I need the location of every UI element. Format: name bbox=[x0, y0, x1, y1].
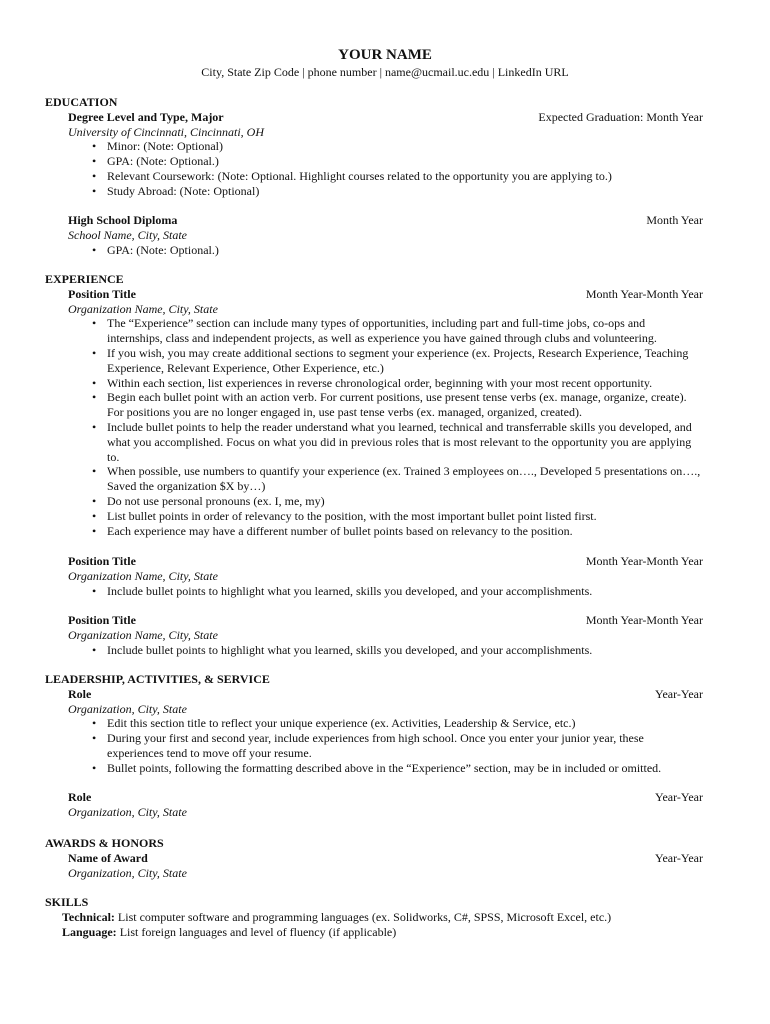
bullet-list bbox=[68, 643, 703, 658]
entry-heading: Position Title bbox=[68, 613, 136, 628]
awards-section bbox=[45, 836, 725, 880]
section-title: SKILLS bbox=[45, 895, 89, 909]
bullet-item: • Edit this section title to reflect your unique experience (ex. Activities, Leadership & Service, etc.) bbox=[107, 716, 703, 731]
entry-heading: Name of Award bbox=[68, 850, 148, 865]
bullet-item: • Include bullet points to highlight what you learned, skills you developed, and your accomplishments. bbox=[107, 584, 703, 599]
skill-text: List foreign languages and level of fluency (if applicable) bbox=[116, 924, 397, 939]
section-title: EXPERIENCE bbox=[45, 272, 124, 286]
entry-heading: High School Diploma bbox=[68, 213, 178, 228]
entry-date: Month Year-Month Year bbox=[585, 286, 703, 301]
bullet-item: • When possible, use numbers to quantify your experience (ex. Trained 3 employees on…., Developed 5 presentations on…., Saved the organization $X by…) bbox=[107, 464, 703, 494]
bullet-list bbox=[68, 584, 703, 599]
entry-organization: School Name, City, State bbox=[68, 228, 187, 243]
experience-entry bbox=[68, 613, 703, 657]
section-title: LEADERSHIP, ACTIVITIES, & SERVICE bbox=[45, 672, 270, 686]
bullet-item: • Do not use personal pronouns (ex. I, me, my) bbox=[107, 494, 703, 509]
leadership-section bbox=[45, 672, 725, 820]
entry-organization: Organization Name, City, State bbox=[68, 301, 218, 316]
bullet-item: • Minor: (Note: Optional) bbox=[107, 139, 703, 154]
skill-label: Language: bbox=[62, 924, 117, 939]
bullet-item: • List bullet points in order of relevancy to the position, with the most important bullet point listed first. bbox=[107, 509, 703, 524]
entry-date: Month Year-Month Year bbox=[585, 554, 703, 568]
bullet-list bbox=[68, 316, 703, 538]
entry-heading: Position Title bbox=[68, 554, 136, 568]
entry-date: Year-Year bbox=[655, 850, 703, 865]
bullet-list bbox=[68, 716, 703, 775]
experience-section bbox=[45, 272, 725, 538]
bullet-item: • Include bullet points to highlight what you learned, skills you developed, and your accomplishments. bbox=[107, 643, 703, 658]
bullet-item: • Within each section, list experiences in reverse chronological order, beginning with your most recent opportunity. bbox=[107, 376, 703, 391]
experience-entry bbox=[68, 554, 703, 598]
experience-entry bbox=[68, 287, 703, 539]
section-title: AWARDS & HONORS bbox=[45, 836, 164, 850]
entry-organization: Organization Name, City, State bbox=[68, 568, 218, 583]
bullet-item: • Bullet points, following the formatting described above in the “Experience” section, may be in included or omitted. bbox=[107, 761, 703, 776]
entry-heading: Role bbox=[68, 790, 92, 805]
education-entry bbox=[68, 110, 703, 199]
leadership-entry bbox=[68, 687, 703, 776]
skill-language bbox=[62, 925, 725, 940]
education-section bbox=[45, 95, 725, 258]
entry-organization: University of Cincinnati, Cincinnati, OH bbox=[68, 124, 264, 139]
entry-date: Expected Graduation: Month Year bbox=[538, 109, 703, 124]
bullet-item: • During your first and second year, include experiences from high school. Once you enter your junior year, these experiences tend to move off your resume. bbox=[107, 731, 703, 761]
contact-line: City, State Zip Code | phone number | name@ucmail.uc.edu | LinkedIn URL bbox=[201, 65, 569, 79]
leadership-entry bbox=[68, 790, 703, 820]
bullet-item: • Study Abroad: (Note: Optional) bbox=[107, 184, 703, 199]
bullet-list bbox=[68, 243, 703, 258]
bullet-item: • The “Experience” section can include many types of opportunities, including part and full-time jobs, co-ops and internships, class and independent projects, as well as experience you have gained through clubs and volunteering. bbox=[107, 316, 703, 346]
entry-organization: Organization, City, State bbox=[68, 805, 187, 820]
bullet-list bbox=[68, 139, 703, 198]
entry-date: Month Year bbox=[646, 213, 703, 228]
bullet-item: • GPA: (Note: Optional.) bbox=[107, 154, 703, 169]
entry-organization: Organization, City, State bbox=[68, 865, 187, 880]
section-title: EDUCATION bbox=[45, 95, 118, 109]
entry-date: Month Year-Month Year bbox=[585, 613, 703, 628]
experience-section-continued bbox=[45, 554, 725, 658]
award-entry bbox=[68, 851, 703, 881]
entry-organization: Organization Name, City, State bbox=[68, 627, 218, 642]
bullet-item: • Begin each bullet point with an action verb. For current positions, use present tense verbs (ex. manage, organize, create). For positions you are no longer engaged in, use past tense verbs (ex. managed, organized, created). bbox=[107, 390, 703, 420]
entry-heading: Role bbox=[68, 686, 92, 701]
bullet-item: • GPA: (Note: Optional.) bbox=[107, 243, 703, 258]
entry-heading: Position Title bbox=[68, 286, 136, 301]
skill-text: List computer software and programming languages (ex. Solidworks, C#, SPSS, Microsoft Excel, etc.) bbox=[114, 909, 612, 924]
bullet-item: • If you wish, you may create additional sections to segment your experience (ex. Projects, Research Experience, Teaching Experience, Relevant Experience, Other Experience, etc.) bbox=[107, 346, 703, 376]
skill-technical bbox=[62, 910, 725, 925]
entry-organization: Organization, City, State bbox=[68, 701, 187, 716]
bullet-item: • Each experience may have a different number of bullet points based on relevancy to the position. bbox=[107, 524, 703, 539]
skills-section bbox=[45, 895, 725, 939]
bullet-item: • Relevant Coursework: (Note: Optional. Highlight courses related to the opportunity you are applying to.) bbox=[107, 169, 703, 184]
entry-heading: Degree Level and Type, Major bbox=[68, 109, 224, 124]
education-entry bbox=[68, 213, 703, 257]
bullet-item: • Include bullet points to help the reader understand what you learned, technical and transferrable skills you developed, and what you accomplished. Focus on what you did in previous roles that is most relevant to the opportunity you are applying to. bbox=[107, 420, 703, 464]
resume-name: YOUR NAME bbox=[338, 47, 432, 63]
skill-label: Technical: bbox=[62, 909, 115, 924]
entry-date: Year-Year bbox=[655, 790, 703, 805]
entry-date: Year-Year bbox=[655, 686, 703, 701]
